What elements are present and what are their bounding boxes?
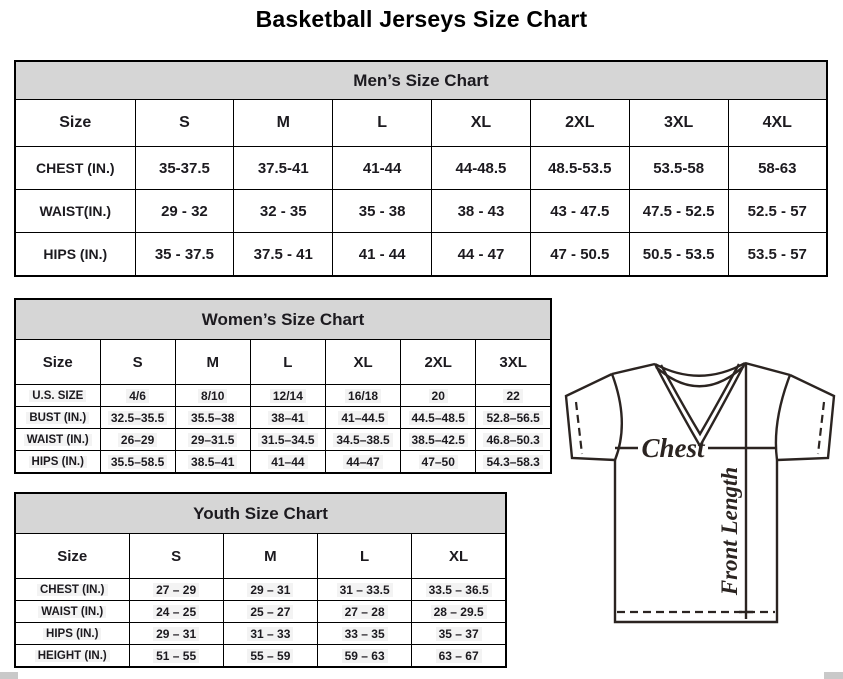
value-cell	[129, 623, 223, 645]
value-text: 47 - 50.5	[550, 245, 610, 263]
row-label-text: CHEST (IN.)	[35, 160, 115, 176]
value-cell	[223, 645, 317, 668]
row-label	[15, 407, 100, 429]
value-cell	[412, 601, 506, 623]
value-text: 54.3–58.3	[483, 455, 542, 469]
table-row	[15, 407, 551, 429]
value-text: 51 – 55	[153, 649, 199, 663]
value-text: 22	[503, 389, 522, 403]
value-cell	[629, 147, 728, 190]
value-text: 34.5–38.5	[333, 433, 392, 447]
value-cell	[100, 385, 175, 407]
value-cell	[728, 190, 827, 233]
womens-size-chart-table	[14, 298, 552, 474]
row-label-text: HIPS (IN.)	[43, 628, 101, 640]
column-header: S	[100, 340, 175, 385]
column-header: L	[250, 340, 325, 385]
value-cell	[129, 645, 223, 668]
front-length-label: Front Length	[717, 466, 742, 596]
value-text: 35 - 38	[358, 202, 406, 220]
value-text: 63 – 67	[436, 649, 482, 663]
value-text: 20	[429, 389, 448, 403]
jersey-left-shoulder-seam	[612, 364, 655, 374]
value-cell	[100, 451, 175, 474]
value-cell	[250, 429, 325, 451]
value-text: 4/6	[126, 389, 149, 403]
value-text: 33 – 35	[342, 627, 388, 641]
row-label-text: WAIST (IN.)	[24, 434, 92, 446]
value-cell	[432, 190, 531, 233]
table-row	[15, 645, 506, 668]
value-cell	[476, 385, 551, 407]
value-text: 52.5 - 57	[747, 202, 807, 220]
value-cell	[325, 385, 400, 407]
jersey-body-outline	[615, 460, 777, 622]
column-header: L	[318, 534, 412, 579]
table-row	[15, 385, 551, 407]
table-caption-row	[15, 61, 827, 100]
bottom-left-corner-chip	[0, 672, 18, 679]
table-row	[15, 233, 827, 277]
value-text: 35 – 37	[436, 627, 482, 641]
jersey-collar-back-arc1	[655, 363, 745, 376]
column-header-row	[15, 534, 506, 579]
value-text: 28 – 29.5	[431, 605, 487, 619]
value-cell	[333, 147, 432, 190]
value-cell	[175, 429, 250, 451]
value-text: 29 - 32	[161, 202, 208, 220]
column-header: Size	[15, 340, 100, 385]
value-cell	[728, 233, 827, 277]
value-cell	[325, 407, 400, 429]
value-text: 31 – 33	[247, 627, 293, 641]
value-text: 55 – 59	[247, 649, 293, 663]
value-cell	[318, 623, 412, 645]
value-cell	[234, 233, 333, 277]
value-text: 38–41	[268, 411, 307, 425]
value-text: 32.5–35.5	[108, 411, 167, 425]
mens-size-chart-table	[14, 60, 828, 277]
row-label-text: HEIGHT (IN.)	[35, 650, 110, 662]
value-cell	[412, 623, 506, 645]
value-cell	[476, 429, 551, 451]
column-header: Size	[15, 100, 135, 147]
value-text: 35.5–58.5	[108, 455, 167, 469]
value-cell	[318, 645, 412, 668]
value-cell	[250, 407, 325, 429]
jersey-right-shoulder-seam	[745, 363, 790, 375]
right-sleeve-seam-dashed	[818, 402, 824, 454]
jersey-measurement-diagram	[556, 356, 843, 634]
value-cell	[135, 190, 234, 233]
value-cell	[100, 429, 175, 451]
table-row	[15, 429, 551, 451]
value-text: 32 - 35	[259, 202, 307, 220]
column-header: 3XL	[476, 340, 551, 385]
value-text: 41–44	[268, 455, 307, 469]
value-cell	[223, 623, 317, 645]
value-cell	[401, 385, 476, 407]
value-cell	[250, 451, 325, 474]
column-header: M	[223, 534, 317, 579]
value-cell	[318, 579, 412, 601]
row-label	[15, 623, 129, 645]
page-title: Basketball Jerseys Size Chart	[255, 6, 588, 32]
table-caption-row	[15, 493, 506, 534]
value-text: 38 - 43	[457, 202, 505, 220]
value-cell	[135, 233, 234, 277]
value-cell	[530, 147, 629, 190]
value-text: 37.5 - 41	[253, 245, 313, 263]
value-cell	[476, 407, 551, 429]
value-text: 35 - 37.5	[154, 245, 215, 263]
column-header: XL	[432, 100, 531, 147]
table-row	[15, 451, 551, 474]
value-cell	[135, 147, 234, 190]
value-text: 29 – 31	[153, 627, 199, 641]
row-label	[15, 601, 129, 623]
value-cell	[530, 233, 629, 277]
value-cell	[318, 601, 412, 623]
value-text: 46.8–50.3	[483, 433, 542, 447]
value-text: 35.5–38	[188, 411, 237, 425]
value-text: 25 – 27	[247, 605, 293, 619]
value-text: 43 - 47.5	[550, 202, 610, 220]
table-row	[15, 623, 506, 645]
value-cell	[530, 190, 629, 233]
value-cell	[223, 601, 317, 623]
value-text: 31 – 33.5	[337, 583, 393, 597]
value-text: 24 – 25	[153, 605, 199, 619]
value-text: 27 – 28	[342, 605, 388, 619]
value-text: 41–44.5	[338, 411, 387, 425]
value-text: 41-44	[362, 159, 402, 177]
youth-size-chart-table	[14, 492, 507, 668]
value-cell	[129, 601, 223, 623]
value-text: 27 – 29	[153, 583, 199, 597]
value-cell	[412, 645, 506, 668]
table-row	[15, 190, 827, 233]
value-text: 41 - 44	[358, 245, 406, 263]
value-cell	[333, 233, 432, 277]
value-cell	[100, 407, 175, 429]
value-text: 29–31.5	[188, 433, 237, 447]
column-header: M	[175, 340, 250, 385]
chest-label: Chest	[641, 433, 705, 463]
value-cell	[629, 233, 728, 277]
value-cell	[728, 147, 827, 190]
value-text: 47–50	[419, 455, 458, 469]
value-text: 47.5 - 52.5	[642, 202, 715, 220]
value-text: 44 - 47	[457, 245, 505, 263]
value-cell	[401, 407, 476, 429]
row-label	[15, 233, 135, 277]
column-header: Size	[15, 534, 129, 579]
value-text: 53.5 - 57	[747, 245, 807, 263]
column-header-row	[15, 340, 551, 385]
value-cell	[129, 579, 223, 601]
jersey-left-sleeve	[566, 374, 615, 460]
value-cell	[175, 451, 250, 474]
value-cell	[175, 385, 250, 407]
value-text: 59 – 63	[342, 649, 388, 663]
column-header: XL	[325, 340, 400, 385]
value-cell	[333, 190, 432, 233]
value-text: 53.5-58	[653, 159, 705, 177]
row-label	[15, 147, 135, 190]
value-cell	[401, 429, 476, 451]
row-label-text: U.S. SIZE	[29, 390, 86, 402]
value-text: 16/18	[345, 389, 381, 403]
row-label	[15, 645, 129, 668]
value-cell	[325, 451, 400, 474]
column-header: M	[234, 100, 333, 147]
value-text: 48.5-53.5	[548, 159, 612, 177]
value-text: 44–47	[343, 455, 382, 469]
row-label	[15, 579, 129, 601]
table-row	[15, 147, 827, 190]
value-cell	[401, 451, 476, 474]
column-header: XL	[412, 534, 506, 579]
value-cell	[432, 147, 531, 190]
row-label	[15, 451, 100, 474]
table-row	[15, 579, 506, 601]
value-text: 38.5–41	[188, 455, 237, 469]
value-text: 31.5–34.5	[258, 433, 317, 447]
row-label	[15, 385, 100, 407]
value-text: 12/14	[270, 389, 306, 403]
value-cell	[175, 407, 250, 429]
value-text: 35-37.5	[158, 159, 210, 177]
row-label	[15, 429, 100, 451]
jersey-right-armhole	[776, 375, 790, 460]
row-label	[15, 190, 135, 233]
value-text: 33.5 – 36.5	[426, 583, 492, 597]
value-text: 38.5–42.5	[409, 433, 468, 447]
value-text: 44.5–48.5	[409, 411, 468, 425]
table-row	[15, 601, 506, 623]
value-cell	[432, 233, 531, 277]
column-header: 3XL	[629, 100, 728, 147]
value-text: 58-63	[758, 159, 797, 177]
bottom-right-corner-chip	[824, 672, 843, 679]
table-caption: Women’s Size Chart	[15, 299, 551, 340]
value-text: 8/10	[198, 389, 227, 403]
table-caption: Men’s Size Chart	[15, 61, 827, 100]
column-header: S	[129, 534, 223, 579]
column-header: 2XL	[401, 340, 476, 385]
value-text: 52.8–56.5	[483, 411, 542, 425]
row-label-text: HIPS (IN.)	[43, 246, 108, 262]
column-header: L	[333, 100, 432, 147]
value-cell	[223, 579, 317, 601]
value-text: 37.5-41	[257, 159, 309, 177]
table-caption-row	[15, 299, 551, 340]
value-cell	[250, 385, 325, 407]
value-cell	[412, 579, 506, 601]
value-text: 29 – 31	[247, 583, 293, 597]
value-text: 26–29	[118, 433, 157, 447]
value-cell	[325, 429, 400, 451]
row-label-text: BUST (IN.)	[26, 412, 89, 424]
value-text: 50.5 - 53.5	[642, 245, 715, 263]
value-cell	[476, 451, 551, 474]
column-header: 2XL	[530, 100, 629, 147]
table-caption: Youth Size Chart	[15, 493, 506, 534]
row-label-text: WAIST (IN.)	[38, 606, 106, 618]
row-label-text: CHEST (IN.)	[37, 584, 108, 596]
row-label-text: WAIST(IN.)	[39, 203, 112, 219]
column-header: S	[135, 100, 234, 147]
left-sleeve-seam-dashed	[576, 402, 582, 454]
column-header: 4XL	[728, 100, 827, 147]
value-cell	[629, 190, 728, 233]
value-text: 44-48.5	[455, 159, 507, 177]
value-cell	[234, 147, 333, 190]
row-label-text: HIPS (IN.)	[29, 456, 87, 468]
value-cell	[234, 190, 333, 233]
column-header-row	[15, 100, 827, 147]
